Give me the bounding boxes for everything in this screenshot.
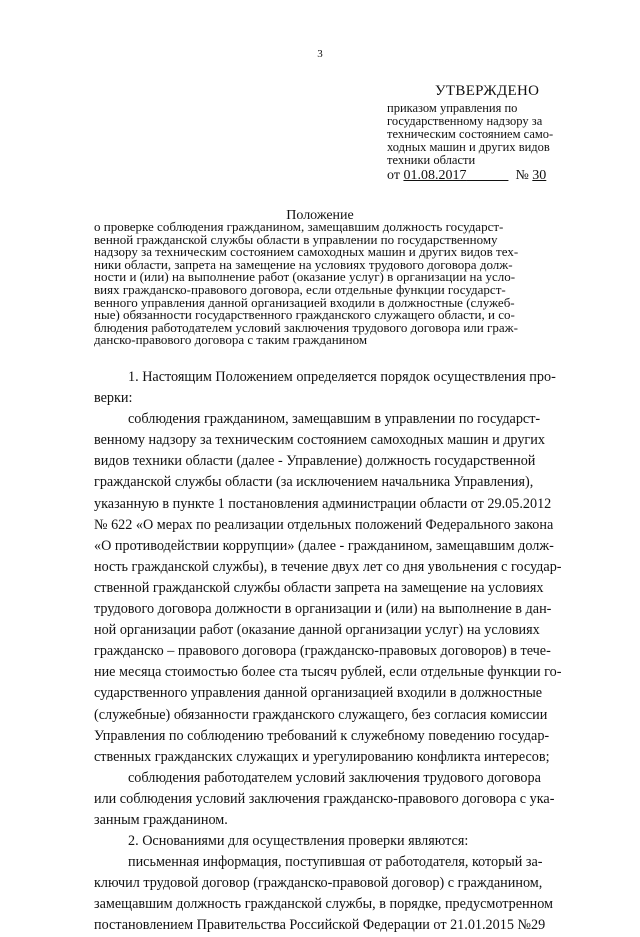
body-line: сударственного управления данной организацией входили в должностные bbox=[94, 685, 543, 702]
approval-number: 30 bbox=[532, 168, 547, 183]
body-line: гражданско – правового договора (гражданско-правовых договоров) в тече- bbox=[94, 643, 551, 660]
body-line: соблюдения работодателем условий заключения трудового договора bbox=[128, 769, 541, 786]
approval-line: ходных машин и других видов bbox=[387, 140, 550, 154]
body-line: № 622 «О мерах по реализации отдельных положений Федерального закона bbox=[94, 516, 554, 533]
subject-line: венного управления данной организацией входили в должностные (служеб- bbox=[94, 294, 515, 310]
document-body bbox=[94, 367, 600, 937]
body-line: ной организации работ (оказание данной организации услуг) на условиях bbox=[94, 622, 540, 639]
body-line: постановлением Правительства Российской Федерации от 21.01.2015 №29 bbox=[94, 917, 546, 934]
document-title: Положение bbox=[286, 208, 354, 223]
date-underline bbox=[466, 168, 508, 183]
body-line: ственных гражданских служащих и урегулированию конфликта интересов; bbox=[94, 748, 550, 765]
subject-line: о проверке соблюдения гражданином, замещавшим должность государст- bbox=[94, 219, 504, 234]
body-line: указанную в пункте 1 постановления администрации области от 29.05.2012 bbox=[94, 495, 552, 512]
subject-line: ники области, запрета на замещение на условиях трудового договора долж- bbox=[94, 256, 513, 272]
approval-line: государственному надзору за bbox=[387, 114, 543, 128]
body-line: венному надзору за техническим состоянием самоходных машин и других bbox=[94, 432, 545, 449]
date-prefix: от bbox=[387, 168, 400, 183]
approval-heading: УТВЕРЖДЕНО bbox=[435, 83, 540, 99]
approval-date: 01.08.2017 bbox=[403, 168, 467, 183]
approval-line: техническим состоянием само- bbox=[387, 127, 554, 141]
body-line: верки: bbox=[94, 390, 133, 407]
number-prefix: № bbox=[515, 168, 529, 183]
body-line: 2. Основаниями для осуществления проверки являются: bbox=[128, 833, 469, 850]
approval-stamp bbox=[387, 85, 607, 182]
body-line: ключил трудовой договор (гражданско-правовой договор) с гражданином, bbox=[94, 875, 543, 892]
body-line: ственной гражданской службы области запрета на замещение на условиях bbox=[94, 579, 544, 596]
body-line: Управления по соблюдению требований к служебному поведению государ- bbox=[94, 727, 550, 744]
subject-line: надзору за техническим состоянием самоходных машин и других видов тех- bbox=[94, 244, 519, 260]
body-line: письменная информация, поступившая от работодателя, который за- bbox=[128, 854, 543, 871]
body-line: гражданской службы области (за исключением начальника Управления), bbox=[94, 474, 534, 491]
body-line: или соблюдения условий заключения гражданско-правового договора с ука- bbox=[94, 790, 555, 807]
body-line: 1. Настоящим Положением определяется порядок осуществления про- bbox=[128, 369, 556, 385]
subject-line: блюдения работодателем условий заключения трудового договора или граж- bbox=[94, 319, 518, 335]
body-line: трудового договора должности в организации и (или) на выполнение в дан- bbox=[94, 601, 552, 618]
subject-line: ности и (или) на выполнение работ (оказание услуг) в организации на усло- bbox=[94, 269, 516, 285]
approval-line: техники области bbox=[387, 153, 476, 167]
subject-line: данско-правового договора с таким гражданином bbox=[94, 332, 368, 348]
subject-line: венной гражданской службы области в управлении по государственному bbox=[94, 231, 498, 247]
body-line: «О противодействии коррупции» (далее - гражданином, замещавшим долж- bbox=[94, 537, 554, 554]
subject-line: ные) обязанности государственного гражданского служащего области, и со- bbox=[94, 307, 515, 323]
page-number: 3 bbox=[317, 48, 323, 60]
approval-date-line bbox=[387, 169, 607, 182]
body-line: замещавшим должность гражданской службы, в порядке, предусмотренном bbox=[94, 896, 554, 913]
body-line: ность гражданской службы), в течение двух лет со дня увольнения с государ- bbox=[94, 558, 562, 575]
approval-line: приказом управления по bbox=[387, 101, 518, 115]
body-line: ние месяца стоимостью более ста тысяч рублей, если отдельные функции го- bbox=[94, 664, 562, 681]
subject-line: виях гражданско-правового договора, если отдельные функции государст- bbox=[94, 281, 506, 297]
body-line: соблюдения гражданином, замещавшим в управлении по государст- bbox=[128, 411, 541, 428]
body-line: (служебные) обязанности гражданского служащего, без согласия комиссии bbox=[94, 706, 548, 723]
body-line: занным гражданином. bbox=[94, 811, 228, 828]
body-line: видов техники области (далее - Управление) должность государственной bbox=[94, 453, 536, 470]
document-subject bbox=[94, 221, 600, 347]
